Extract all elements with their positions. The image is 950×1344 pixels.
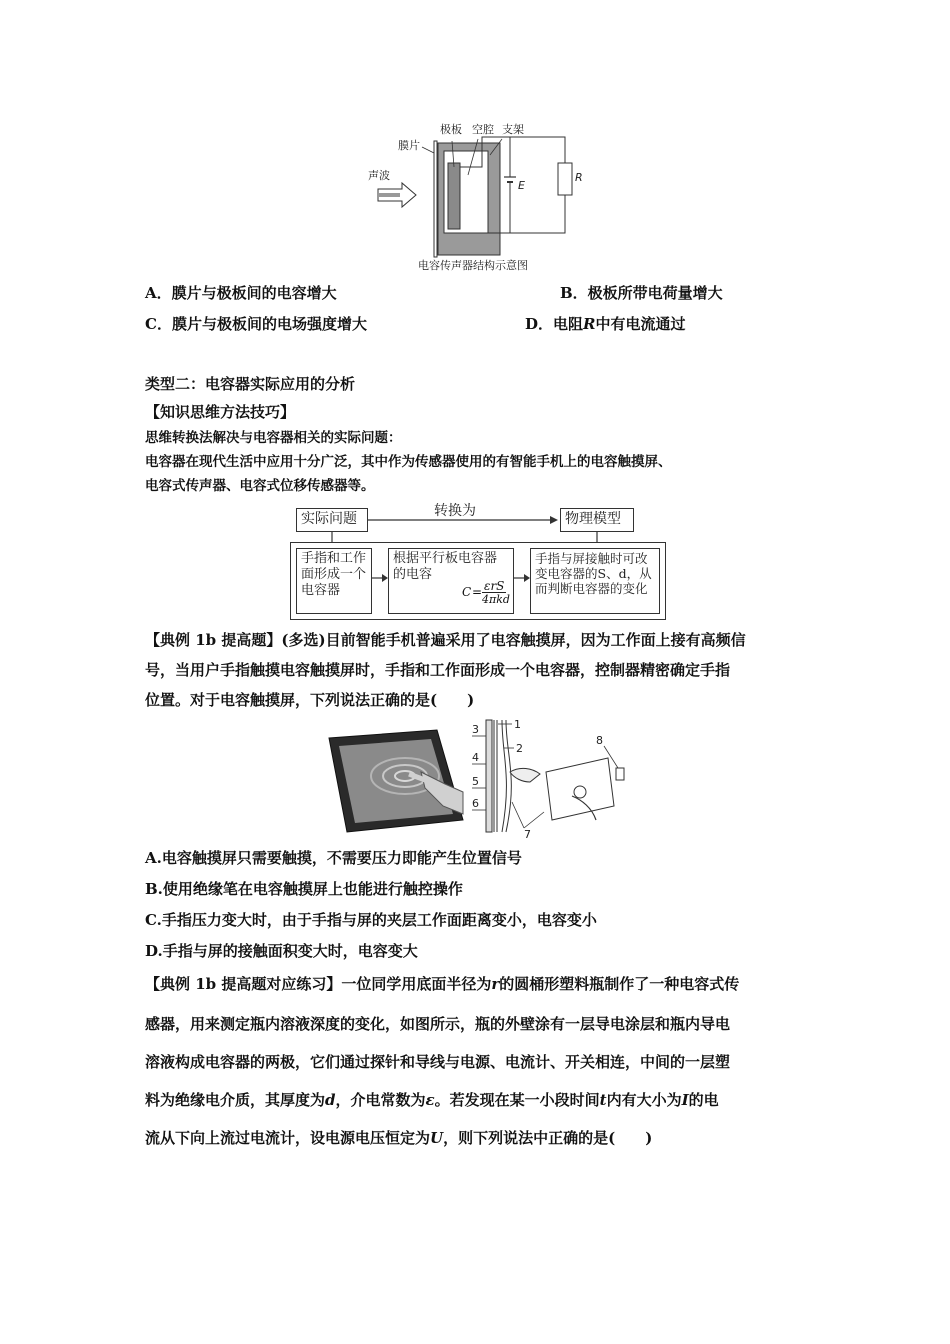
practice-l4e: 的电 (688, 1091, 719, 1109)
q2-option-a[interactable]: A.电容触摸屏只需要触摸，不需要压力即能产生位置信号 (145, 849, 522, 867)
formula-C: C (462, 585, 472, 599)
q1-option-d-suffix: 中有电流通过 (595, 315, 686, 333)
label-support: 支架 (502, 123, 524, 136)
q1-option-d-prefix: D．电阻 (525, 315, 584, 333)
practice-var-r: r (491, 975, 500, 993)
layer-label-5: 5 (472, 775, 479, 788)
touchscreen-layer-diagram (468, 716, 633, 840)
layer-label-2: 2 (516, 742, 523, 755)
practice-l1a: 一位同学用底面半径为 (341, 975, 492, 993)
practice-l4c: 。若发现在某一小段时间 (434, 1091, 600, 1109)
flow-box-change: 手指与屏接触时可改变电容器的S、d，从而判断电容器的变化 (530, 548, 660, 614)
resistor (558, 163, 572, 195)
tip-line-2: 电容器在现代生活中应用十分广泛，其中作为传感器使用的有智能手机上的电容触摸屏、 (145, 454, 672, 470)
practice-line1 (145, 974, 739, 994)
example-1b-line2: 号，当用户手指触摸电容触摸屏时，手指和工作面形成一个电容器，控制器精密确定手指 (145, 661, 731, 679)
practice-l1b: 的圆桶形塑料瓶制作了一种电容式传 (499, 975, 740, 993)
flow-real-problem: 实际问题 (296, 508, 368, 532)
label-sound: 声波 (368, 169, 390, 182)
practice-var-d: d (325, 1091, 336, 1109)
flow-arrow-3 (514, 572, 530, 584)
layer-label-8: 8 (596, 734, 603, 747)
example-1b-text1: (多选)目前智能手机普遍采用了电容触摸屏，因为工作面上接有高频信 (281, 631, 746, 649)
q1-option-a[interactable]: A．膜片与极板间的电容增大 (145, 284, 337, 302)
layer-label-7: 7 (524, 828, 531, 840)
practice-l4b: ，介电常数为 (335, 1091, 426, 1109)
practice-l4d: 内有大小为 (606, 1091, 682, 1109)
section-heading: 类型二：电容器实际应用的分析 (145, 375, 356, 393)
example-1b-line3: 位置。对于电容触摸屏，下列说法正确的是( ) (145, 691, 475, 709)
label-plate: 极板 (440, 123, 462, 136)
formula-denominator: 4πkd (482, 593, 510, 606)
membrane (434, 141, 437, 257)
practice-tag: 【典例 1b 提高题对应练习】 (145, 975, 342, 993)
practice-var-i: I (681, 1091, 689, 1109)
microphone-diagram (360, 115, 600, 275)
q1-option-d[interactable] (525, 314, 686, 334)
figure1-caption: 电容传声器结构示意图 (418, 259, 528, 272)
tip-line-1: 思维转换法解决与电容器相关的实际问题： (145, 430, 402, 446)
flow-diagram: 实际问题 转换为 物理模型 手指和工作面形成一个电容器 根据平行板电容器的电容 C = εrS 4πkd 手指与屏接触时可改变电容器的S、d，从而判断电容器的变化 (288, 502, 668, 622)
practice-line4 (145, 1090, 719, 1110)
practice-line5 (145, 1128, 652, 1148)
practice-var-u: U (430, 1129, 444, 1147)
practice-l5b: ，则下列说法中正确的是( ) (443, 1129, 653, 1147)
q1-option-b[interactable]: B．极板所带电荷量增大 (560, 284, 723, 302)
q1-option-d-var: R (583, 315, 596, 333)
label-resistor: R (575, 171, 583, 184)
flow-convert-label: 转换为 (434, 503, 476, 519)
example-1b-line1 (145, 630, 746, 650)
flow-box-formula-pre: 根据平行板电容器的电容 (393, 551, 498, 582)
flow-box-finger: 手指和工作面形成一个电容器 (296, 548, 372, 614)
q2-option-c[interactable]: C.手指压力变大时，由于手指与屏的夹层工作面距离变小，电容变小 (145, 911, 597, 929)
practice-var-t: t (599, 1091, 607, 1109)
practice-l5a: 流从下向上流过电流计，设电源电压恒定为 (145, 1129, 431, 1147)
practice-l4a: 料为绝缘电介质，其厚度为 (145, 1091, 326, 1109)
tip-line-3: 电容式传声器、电容式位移传感器等。 (145, 478, 375, 494)
practice-line3: 溶液构成电容器的两极，它们通过探针和导线与电源、电流计、开关相连，中间的一层塑 (145, 1053, 731, 1071)
layer-label-1: 1 (514, 718, 521, 731)
label-membrane: 膜片 (398, 139, 420, 152)
example-1b-tag: 【典例 1b 提高题】 (145, 631, 282, 649)
formula-numerator: εrS (484, 579, 505, 593)
flow-physical-model: 物理模型 (560, 508, 634, 532)
practice-var-eps: ε (425, 1091, 435, 1109)
layer-label-4: 4 (472, 751, 479, 764)
q2-option-b[interactable]: B.使用绝缘笔在电容触摸屏上也能进行触控操作 (145, 880, 463, 898)
q2-option-d[interactable]: D.手指与屏的接触面积变大时，电容变大 (145, 942, 418, 960)
q1-option-c[interactable]: C．膜片与极板间的电场强度增大 (145, 315, 367, 333)
practice-line2: 感器，用来测定瓶内溶液深度的变化，如图所示，瓶的外壁涂有一层导电涂层和瓶内导电 (145, 1015, 731, 1033)
tips-heading: 【知识思维方法技巧】 (145, 403, 296, 421)
flow-arrow-2 (372, 572, 388, 584)
layer-label-6: 6 (472, 797, 479, 810)
plate (448, 163, 460, 229)
touchscreen-tablet-image (325, 728, 465, 834)
layer-label-3: 3 (472, 723, 479, 736)
label-cavity: 空腔 (472, 123, 494, 136)
label-emf: E (518, 179, 525, 192)
